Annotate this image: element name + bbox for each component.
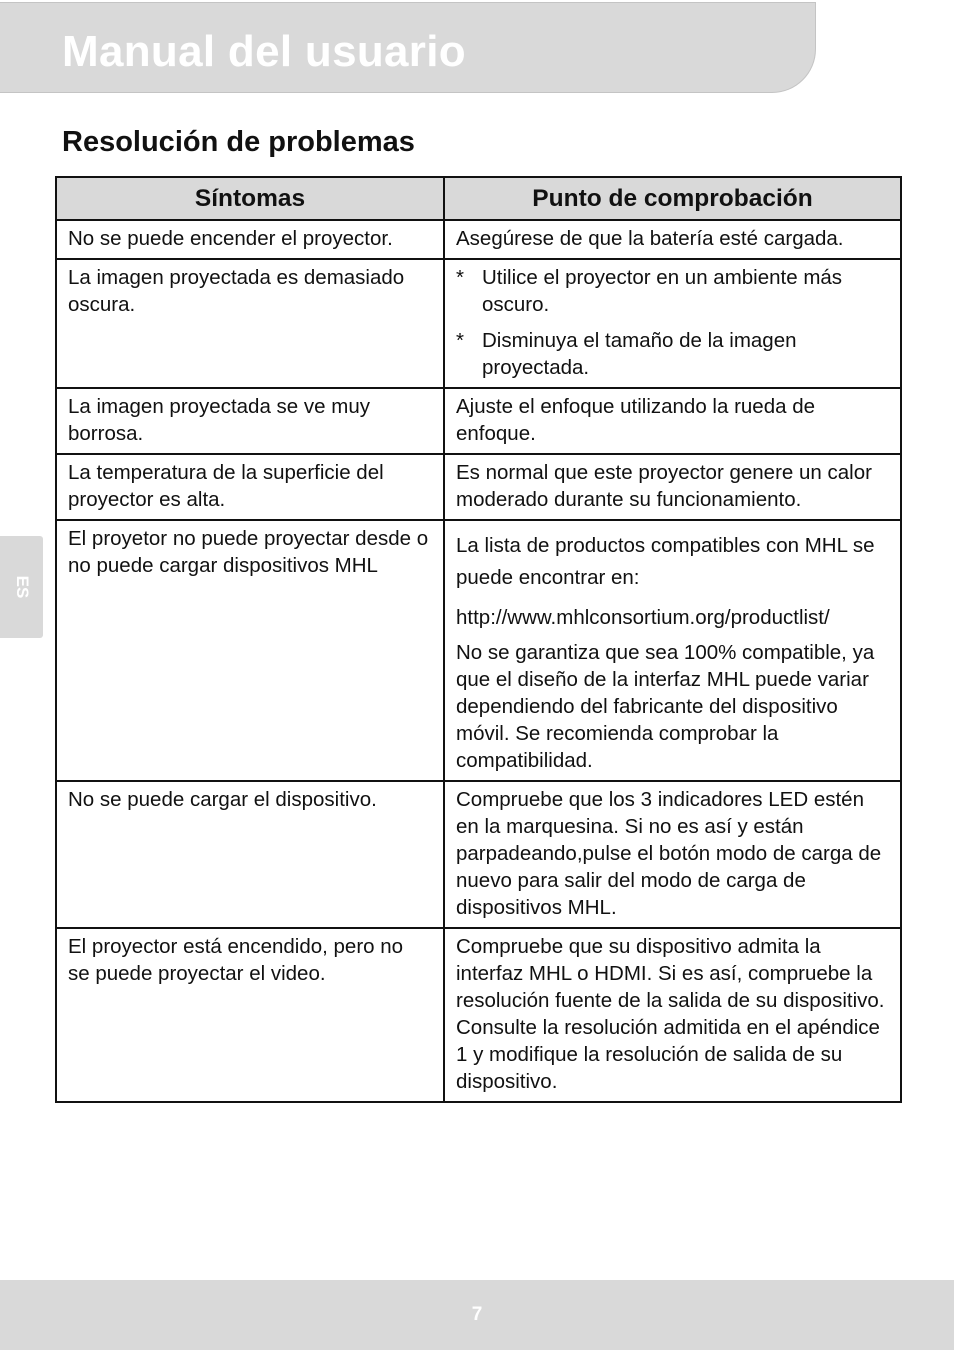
footer-bar — [0, 1280, 954, 1350]
table-row — [56, 259, 901, 388]
check-cell: Asegúrese de que la batería esté cargada. — [444, 220, 901, 259]
symptom-cell: El proyetor no puede proyectar desde o no puede cargar dispositivos MHL — [56, 520, 444, 781]
bullet-marker: * — [456, 329, 464, 352]
check-cell: Compruebe que su dispositivo admita la interfaz MHL o HDMI. Si es así, compruebe la resolución fuente de la salida de su dispositivo. Consulte la resolución admitida en el apéndice 1 y modifique la resolución de salida de su dispositivo. — [444, 928, 901, 1102]
language-label: ES — [12, 575, 32, 599]
symptom-cell: La imagen proyectada se ve muy borrosa. — [56, 388, 444, 454]
table-row — [56, 781, 901, 928]
mhl-compatibility-note: No se garantiza que sea 100% compatible, ya que el diseño de la interfaz MHL puede variar dependiendo del fabricante del dispositivo móvil. Se recomienda comprobar la compatibilidad. — [456, 641, 875, 772]
check-cell — [444, 259, 901, 388]
page-title: Manual del usuario — [62, 27, 466, 76]
bullet-marker: * — [456, 266, 464, 289]
table-row — [56, 388, 901, 454]
table-row — [56, 928, 901, 1102]
symptom-cell: No se puede encender el proyector. — [56, 220, 444, 259]
bullet-text: Utilice el proyector en un ambiente más oscuro. — [482, 266, 843, 316]
mhl-product-list-url: http://www.mhlconsortium.org/productlist/ — [456, 606, 830, 629]
table-row — [56, 520, 901, 781]
page-number: 7 — [471, 1304, 483, 1325]
check-cell: Es normal que este proyector genere un calor moderado durante su funcionamiento. — [444, 454, 901, 520]
check-cell: Compruebe que los 3 indicadores LED estén en la marquesina. Si no es así y están parpadeando,pulse el botón modo de carga de nuevo para salir del modo de carga de dispositivos MHL. — [444, 781, 901, 928]
symptom-cell: La imagen proyectada es demasiado oscura. — [56, 259, 444, 388]
check-cell — [444, 520, 901, 781]
symptom-cell: No se puede cargar el dispositivo. — [56, 781, 444, 928]
troubleshooting-table — [55, 176, 902, 1103]
header-check-point: Punto de comprobación — [444, 177, 901, 220]
table-row — [56, 454, 901, 520]
bullet-item — [456, 264, 890, 318]
bullet-item — [456, 327, 890, 381]
symptom-cell: La temperatura de la superficie del proyector es alta. — [56, 454, 444, 520]
header-banner — [0, 2, 816, 93]
check-cell: Ajuste el enfoque utilizando la rueda de enfoque. — [444, 388, 901, 454]
header-symptoms: Síntomas — [56, 177, 444, 220]
table-row — [56, 220, 901, 259]
symptom-cell: El proyector está encendido, pero no se puede proyectar el video. — [56, 928, 444, 1102]
language-tab — [0, 536, 43, 638]
mhl-list-intro: La lista de productos compatibles con MHL se puede encontrar en: — [456, 534, 875, 589]
table-header-row — [56, 177, 901, 220]
section-title: Resolución de problemas — [62, 126, 415, 158]
bullet-text: Disminuya el tamaño de la imagen proyectada. — [482, 329, 797, 379]
